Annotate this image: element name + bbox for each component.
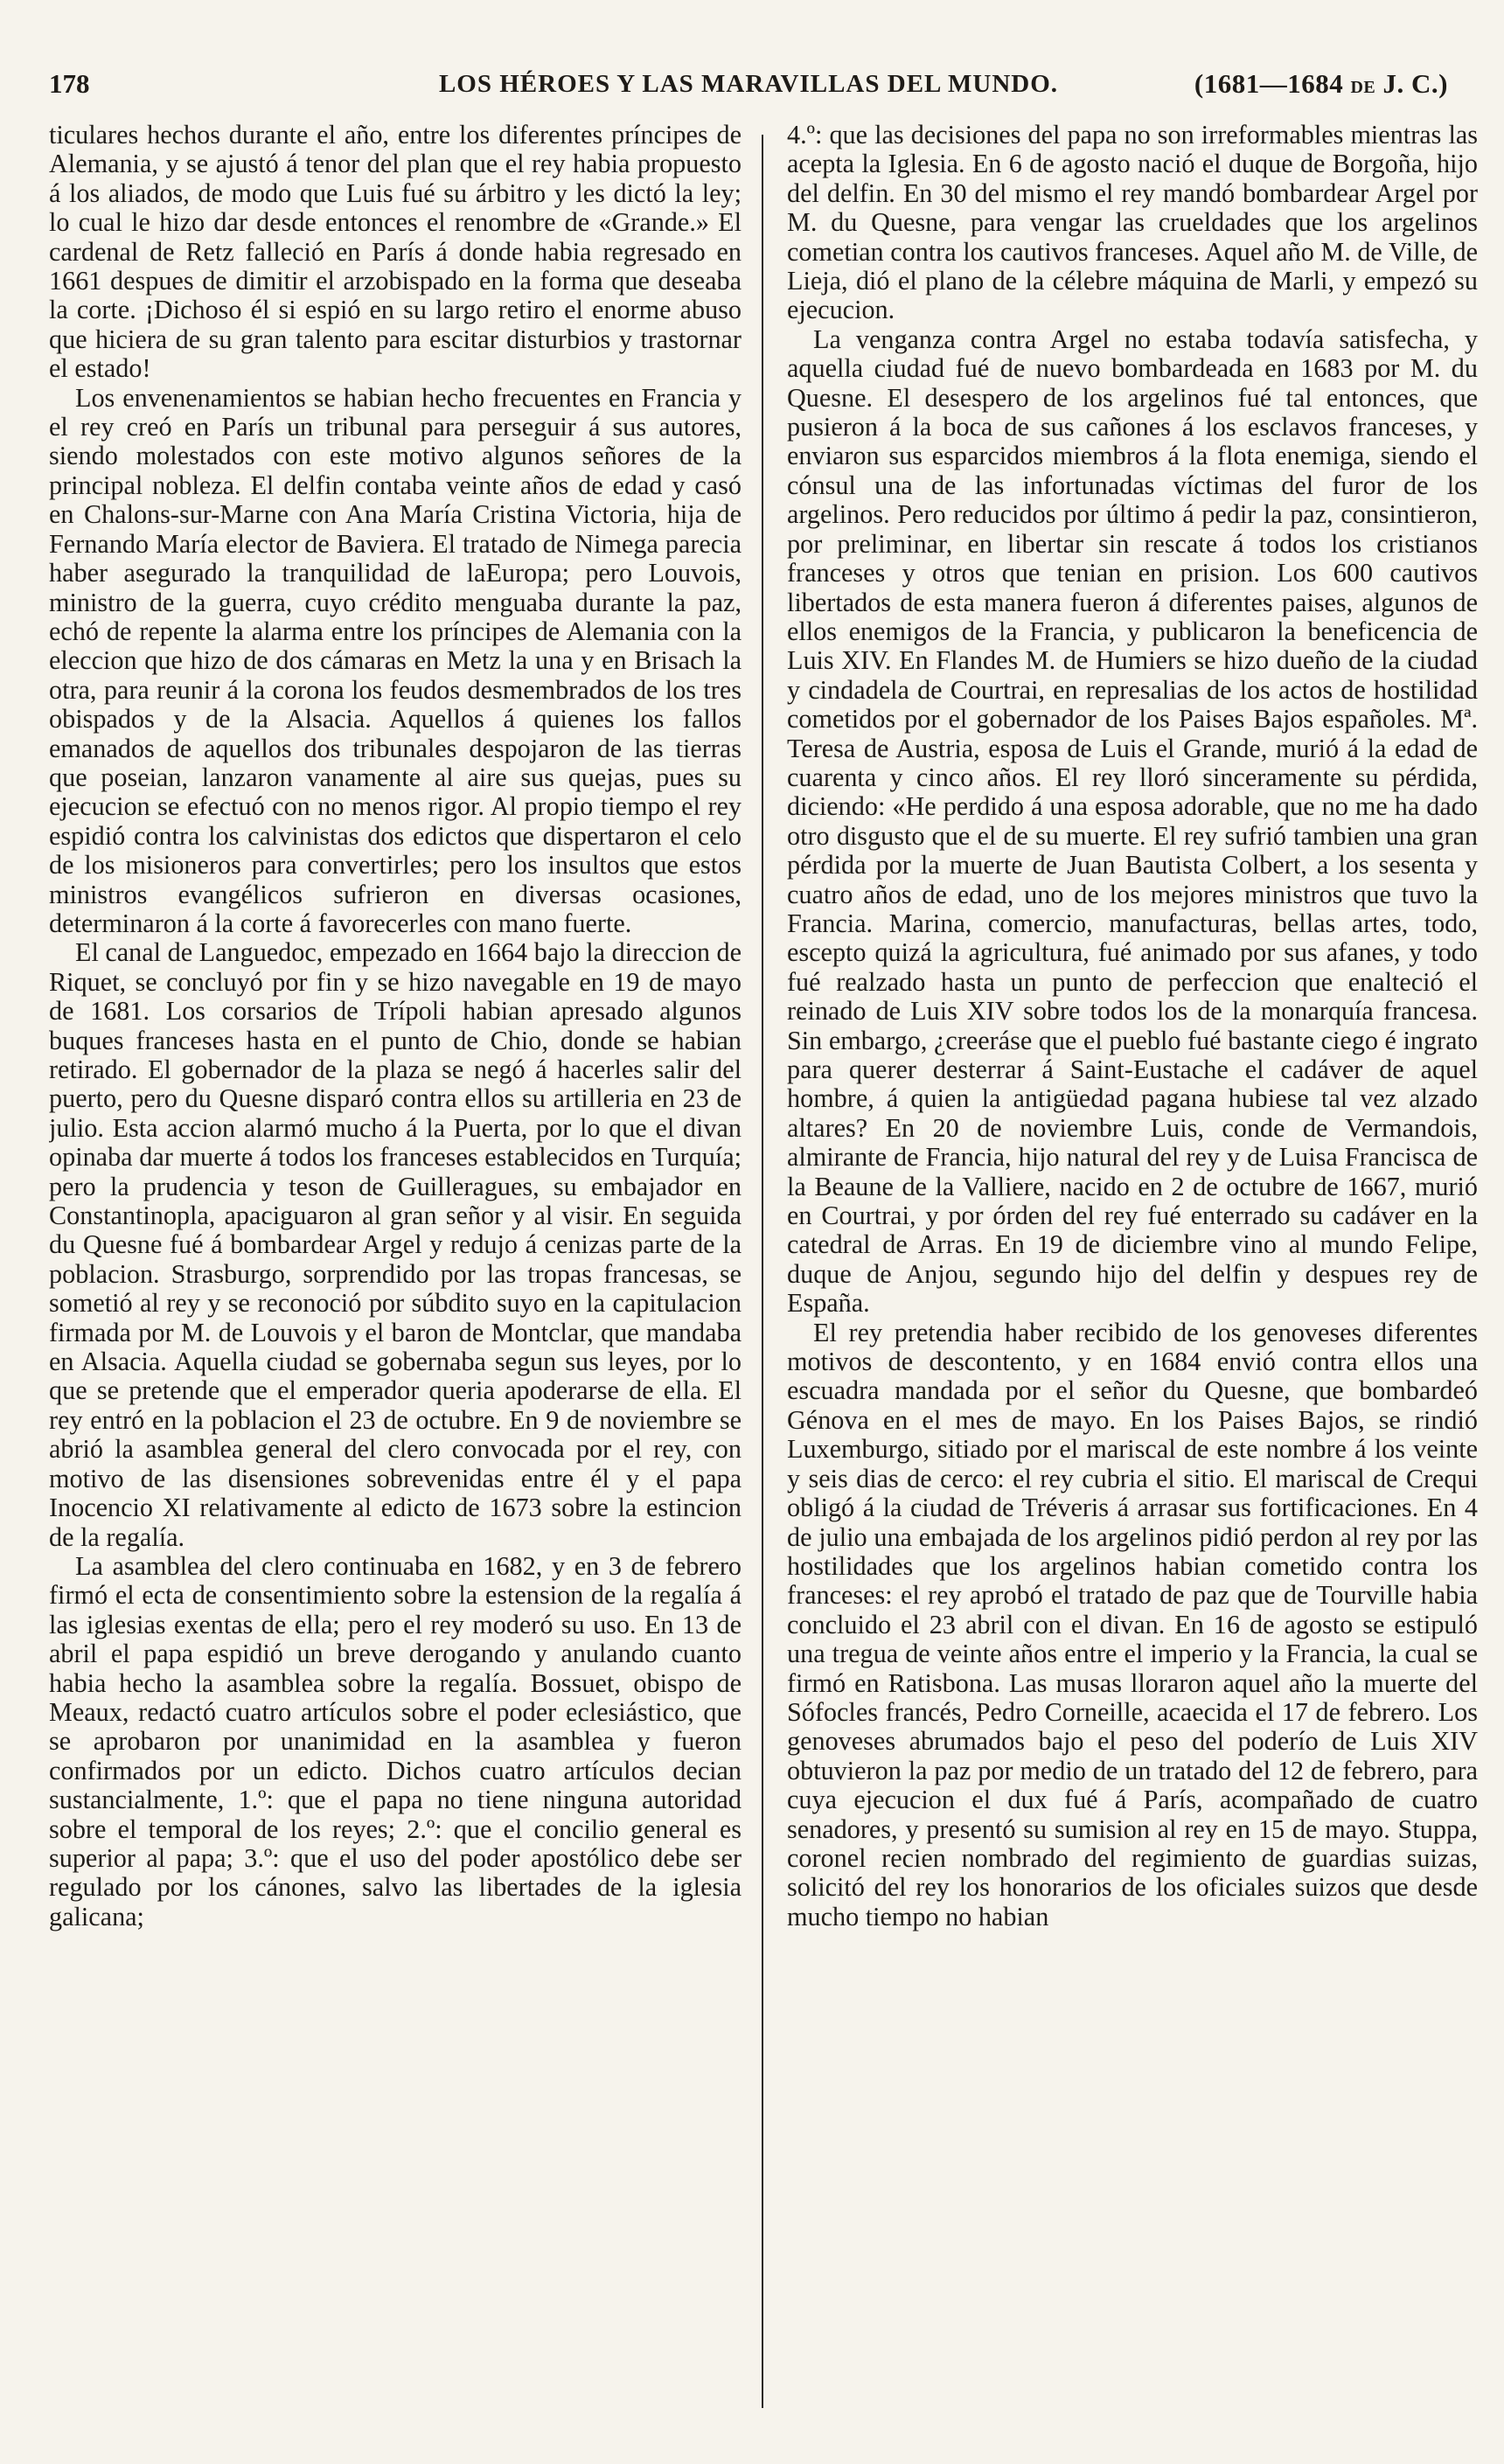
date-range <box>1194 68 1448 100</box>
paragraph: El canal de Languedoc, empezado en 1664 bajo la direccion de Riquet, se concluyó por fin y se hizo navegable en 19 de mayo de 1681. Los corsarios de Trípoli habian apresado algunos buques franceses hasta en el punto de Chio, donde se habian retirado. El gobernador de la plaza se negó á hacerles salir del puerto, pero du Quesne disparó contra ellos su artilleria en 23 de julio. Esta accion alarmó mucho á la Puerta, por lo que el divan opinaba dar muerte á todos los franceses establecidos en Turquía; pero la prudencia y teson de Guilleragues, su embajador en Constantinopla, apaciguaron al gran señor y al visir. En seguida du Quesne fué á bombardear Argel y redujo á cenizas parte de la poblacion. Strasburgo, sorprendido por las tropas francesas, se sometió al rey y se reconoció por súbdito suyo en la capitulacion firmada por M. de Louvois y el baron de Montclar, que mandaba en Alsacia. Aquella ciudad se gobernaba segun sus leyes, por lo que se pretende que el emperador queria apoderarse de ella. El rey entró en la poblacion el 23 de octubre. En 9 de noviembre se abrió la asamblea general del clero convocada por el rey, con motivo de las disensiones sobrevenidas entre él y el papa Inocencio XI relativamente al edicto de 1673 sobre la estincion de la regalía. <box>49 937 742 1552</box>
right-column <box>787 121 1478 2408</box>
paragraph: Los envenenamientos se habian hecho frecuentes en Francia y el rey creó en París un tribunal para perseguir á sus autores, siendo molestados con este motivo algunos señores de la principal nobleza. El delfin contaba veinte años de edad y casó en Chalons-sur-Marne con Ana María Cristina Victoria, hija de Fernando María elector de Baviera. El tratado de Nimega parecia haber asegurado la tranquilidad de laEuropa; pero Louvois, ministro de la guerra, cuyo crédito menguaba durante la paz, echó de repente la alarma entre los príncipes de Alemania con la eleccion que hizo de dos cámaras en Metz la una y en Brisach la otra, para reunir á la corona los feudos desmembrados de los tres obispados y de la Alsacia. Aquellos á quienes los fallos emanados de aquellos dos tribunales despojaron de las tierras que poseian, lanzaron vanamente al aire sus quejas, pues su ejecucion se efectuó con no menos rigor. Al propio tiempo el rey espidió contra los calvinistas dos edictos que dispertaron el celo de los misioneros para convertirles; pero los insultos que estos ministros evangélicos sufrieron en diversas ocasiones, determinaron á la corte á favorecerles con mano fuerte. <box>49 382 742 938</box>
date-range-start: (1681—1684 <box>1194 68 1344 99</box>
running-title: LOS HÉROES Y LAS MARAVILLAS DEL MUNDO. <box>438 70 1059 98</box>
paragraph: ticulares hechos durante el año, entre los diferentes príncipes de Alemania, y se ajustó á tenor del plan que el rey habia propuesto á los aliados, de modo que Luis fué su árbitro y les dictó la ley; lo cual le hizo dar desde entonces el renombre de «Grande.» El cardenal de Retz falleció en París á donde habia regresado en 1661 despues de dimitir el arzobispado en la forma que deseaba la corte. ¡Dichoso él si espió en su largo retiro el enorme abuso que hiciera de su gran talento para escitar disturbios y trastornar el estado! <box>49 121 742 384</box>
paragraph: La venganza contra Argel no estaba todavía satisfecha, y aquella ciudad fué de nuevo bombardeada en 1683 por M. du Quesne. El desespero de los argelinos fué tal entonces, que pusieron á la boca de sus cañones á los esclavos franceses, y enviaron sus esparcidos miembros á la flota enemiga, siendo el cónsul una de las infortunadas víctimas del furor de los argelinos. Pero reducidos por último á pedir la paz, consintieron, por preliminar, en libertar sin rescate á todos los cristianos franceses y otros que tenian en prision. Los 600 cautivos libertados de esta manera fueron á diferentes paises, algunos de ellos enemigos de la Francia, y publicaron la beneficencia de Luis XIV. En Flandes M. de Humiers se hizo dueño de la ciudad y cindadela de Courtrai, en represalias de los actos de hostilidad cometidos por el gobernador de los Paises Bajos españoles. Mª. Teresa de Austria, esposa de Luis el Grande, murió á la edad de cuarenta y cinco años. El rey lloró sinceramente su pérdida, diciendo: «He perdido á una esposa adorable, que no me ha dado otro disgusto que el de su muerte. El rey sufrió tambien una gran pérdida por la muerte de Juan Bautista Colbert, a los sesenta y cuatro años de edad, uno de los mejores ministros que tuvo la Francia. Marina, comercio, manufacturas, bellas artes, todo, escepto quizá la agricultura, fué animado por sus afanes, y todo fué realzado hasta un punto de perfeccion que enalteció el reinado de Luis XIV sobre todos los de la monarquía francesa. Sin embargo, ¿creeráse que el pueblo fué bastante ciego é ingrato para querer desterrar á Saint-Eustache el cadáver de aquel hombre, á quien la antigüedad pagana hubiese tal vez alzado altares? En 20 de noviembre Luis, conde de Vermandois, almirante de Francia, hijo natural del rey y de Luisa Francisca de la Beaune de la Valliere, nacido en 2 de octubre de 1667, murió en Courtrai, y por órden del rey fué enterrado su cadáver en la catedral de Arras. En 19 de diciembre vino al mundo Felipe, duque de Anjou, segundo hijo del delfin y despues rey de España. <box>787 324 1478 1319</box>
paragraph: 4.º: que las decisiones del papa no son irreformables mientras las acepta la Iglesia. En 6 de agosto nació el duque de Borgoña, hijo del delfin. En 30 del mismo el rey mandó bombardear Argel por M. du Quesne, para vengar las crueldades que los argelinos cometian contra los cautivos franceses. Aquel año M. de Ville, de Lieja, dió el plano de la célebre máquina de Marli, y empezó su ejecucion. <box>787 121 1478 325</box>
paragraph: El rey pretendia haber recibido de los genoveses diferentes motivos de descontento, y en 1684 envió contra ellos una escuadra mandada por el señor du Quesne, que bombardeó Génova en el mes de mayo. En los Paises Bajos, se rindió Luxemburgo, sitiado por el mariscal de este nombre á los veinte y seis dias de cerco: el rey cubria el sitio. El mariscal de Crequi obligó á la ciudad de Tréveris á arrasar sus fortificaciones. En 4 de julio una embajada de los argelinos pidió perdon al rey por las hostilidades que los argelinos habian cometido contra los franceses: el rey aprobó el tratado de paz que de Tourville habia concluido el 23 abril con el divan. En 16 de agosto se estipuló una tregua de veinte años entre el imperio y la Francia, la cual se firmó en Ratisbona. Las musas lloraron aquel año la muerte del Sófocles francés, Pedro Corneille, acaecida el 17 de febrero. Los genoveses abrumados bajo el peso del poderío de Luis XIV obtuvieron la paz por medio de un tratado del 12 de febrero, para cuya ejecucion el dux fué á París, acompañado de cuatro senadores, y presentó su sumision al rey en 15 de mayo. Stuppa, coronel recien nombrado del regimiento de guardias suizas, solicitó del rey los honorarios de los oficiales suizos que desde mucho tiempo no habian <box>787 1317 1478 1932</box>
left-column <box>49 121 742 2408</box>
page-header <box>49 63 1448 112</box>
date-range-end: J. C.) <box>1382 68 1448 99</box>
page-number: 178 <box>49 68 90 99</box>
date-range-db: DE <box>1350 78 1376 97</box>
paragraph: La asamblea del clero continuaba en 1682, y en 3 de febrero firmó el ecta de consentimiento sobre la estension de la regalía á las iglesias exentas de ella; pero el rey moderó su uso. En 13 de abril el papa espidió un breve derogando y anulando cuanto habia hecho la asamblea sobre la regalía. Bossuet, obispo de Meaux, redactó cuatro artículos sobre el poder eclesiástico, que se aprobaron por unanimidad en la asamblea y fueron confirmados por un edicto. Dichos cuatro artículos decian sustancialmente, 1.º: que el papa no tiene ninguna autoridad sobre el temporal de los reyes; 2.º: que el concilio general es superior al papa; 3.º: que el uso del poder apostólico debe ser regulado por los cánones, salvo las libertades de la iglesia galicana; <box>49 1550 742 1932</box>
column-divider <box>762 135 763 2408</box>
